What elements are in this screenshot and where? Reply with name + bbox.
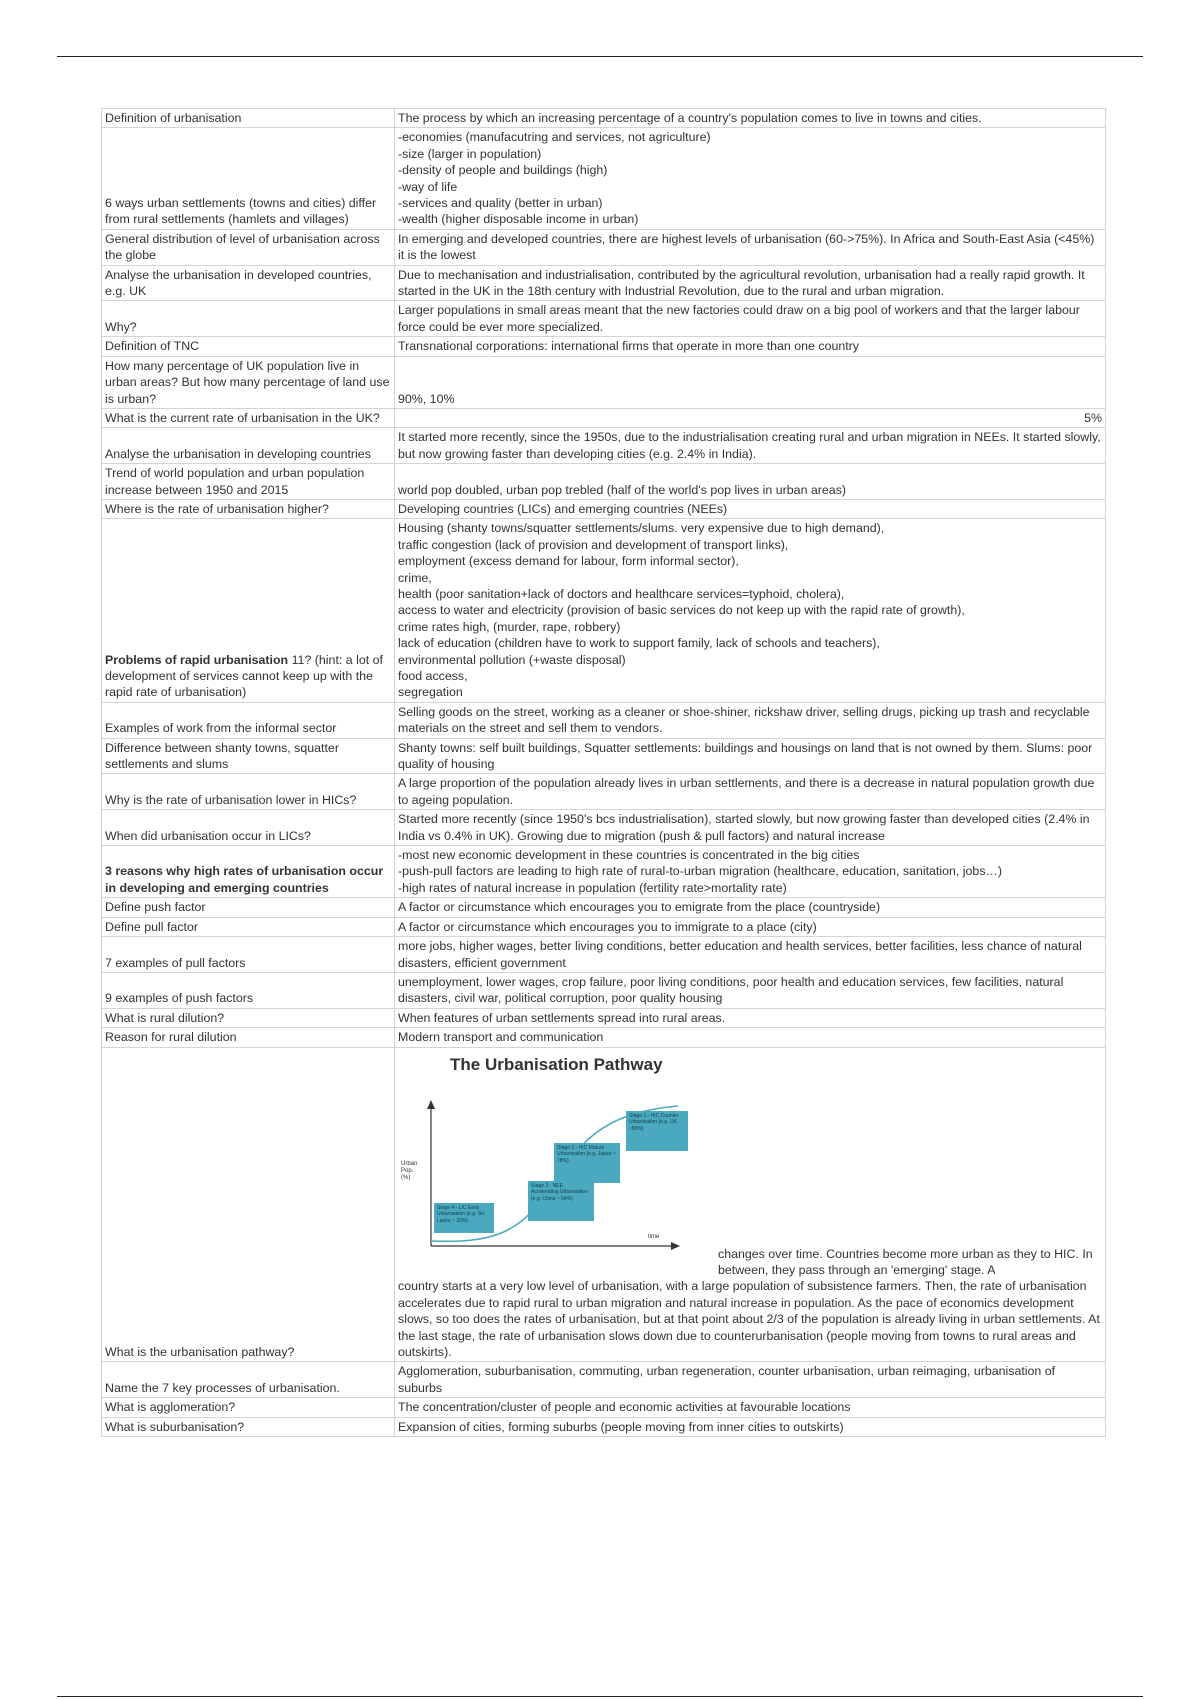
question-cell: Difference between shanty towns, squatter settlements and slums (102, 738, 395, 774)
question-cell: General distribution of level of urbanisation across the globe (102, 229, 395, 265)
table-row (102, 519, 1106, 702)
question-cell: Why is the rate of urbanisation lower in HICs? (102, 774, 395, 810)
table-row (102, 898, 1106, 917)
table-row-pathway (102, 1047, 1106, 1362)
answer-cell: 90%, 10% (395, 356, 1106, 408)
answer-cell: unemployment, lower wages, crop failure, poor living conditions, poor health and education services, few facilities, natural disasters, civil war, political corruption, poor quality housing (395, 972, 1106, 1008)
x-axis-arrow (671, 1242, 680, 1250)
pathway-text-below: country starts at a very low level of urbanisation, with a large population of subsistence farmers. Then, the rate of urbanisation accelerates due to rapid rural to urban migration and natural increase in population. As the pace of economics development slows, so too does the rates of urbanisation, but at that point about 2/3 of the population is already living in urban settlements. At the last stage, the rate of urbanisation slows down due to counterurbanisation (people moving from towns to rural areas and outskirts). (398, 1279, 1100, 1359)
qa-table (101, 108, 1106, 1437)
x-axis-label: time (648, 1233, 660, 1240)
table-row (102, 1362, 1106, 1398)
question-cell: 7 examples of pull factors (102, 937, 395, 973)
table-row (102, 810, 1106, 846)
urbanisation-pathway-figure (398, 1051, 710, 1265)
answer-cell: more jobs, higher wages, better living conditions, better education and health services, better facilities, less chance of natural disasters, efficient government (395, 937, 1106, 973)
answer-cell: Transnational corporations: international firms that operate in more than one country (395, 337, 1106, 356)
answer-cell: It started more recently, since the 1950s, due to the industrialisation creating rural and urban migration in NEEs. It started slowly, but now growing faster than developing cities (e.g. 2.4% in India). (395, 428, 1106, 464)
table-row (102, 337, 1106, 356)
answer-cell: A large proportion of the population already lives in urban settlements, and there is a decrease in natural population growth due to ageing population. (395, 774, 1106, 810)
y-axis-label: Urban Pop. (%) (401, 1160, 418, 1181)
table-row (102, 937, 1106, 973)
stage-box: Stage 4 - LIC Early Urbanisation (e.g. Sri Lanka ~ 20%) (434, 1203, 494, 1233)
answer-cell: -most new economic development in these countries is concentrated in the big cities -push-pull factors are leading to high rate of rural-to-urban migration (healthcare, education, sanitation, jobs…) -high rates of natural increase in population (fertility rate>mortality rate) (395, 846, 1106, 898)
question-cell: Define pull factor (102, 917, 395, 936)
question-cell: What is agglomeration? (102, 1398, 395, 1417)
figure-title: The Urbanisation Pathway (450, 1054, 663, 1074)
question-cell: Trend of world population and urban population increase between 1950 and 2015 (102, 464, 395, 500)
answer-cell: In emerging and developed countries, there are highest levels of urbanisation (60->75%). In Africa and South-East Asia (<45%) it is the lowest (395, 229, 1106, 265)
table-row (102, 229, 1106, 265)
answer-cell: 5% (395, 408, 1106, 427)
answer-cell: A factor or circumstance which encourages you to emigrate from the place (countryside) (395, 898, 1106, 917)
question-cell: Examples of work from the informal sector (102, 702, 395, 738)
answer-cell: world pop doubled, urban pop trebled (half of the world's pop lives in urban areas) (395, 464, 1106, 500)
answer-cell: -economies (manufacutring and services, not agriculture) -size (larger in population) -density of people and buildings (high) -way of life -services and quality (better in urban) -wealth (higher disposable income in urban) (395, 128, 1106, 229)
answer-cell: Shanty towns: self built buildings, Squatter settlements: buildings and housings on land that is not owned by them. Slums: poor quality of housing (395, 738, 1106, 774)
answer-cell: Due to mechanisation and industrialisation, contributed by the agricultural revolution, urbanisation had a really rapid growth. It started in the UK in the 18th century with Industrial Revolution, due to the rural and urban migration. (395, 265, 1106, 301)
answer-cell: Developing countries (LICs) and emerging countries (NEEs) (395, 499, 1106, 518)
question-cell: How many percentage of UK population live in urban areas? But how many percentage of land use is urban? (102, 356, 395, 408)
question-cell: What is the urbanisation pathway? (102, 1047, 395, 1362)
answer-cell: A factor or circumstance which encourages you to immigrate to a place (city) (395, 917, 1106, 936)
table-row (102, 917, 1106, 936)
question-bold-text: Problems of rapid urbanisation (105, 652, 289, 667)
y-axis-arrow (427, 1100, 435, 1109)
stage-box: Stage 1 - HIC Counter Urbanisation (e.g. UK ~80%) (626, 1111, 688, 1151)
question-hint-text: 11? (hint: a lot of development of services cannot keep up with the rapid rate of urbanisation) (105, 652, 383, 700)
answer-cell: Larger populations in small areas meant that the new factories could draw on a big pool of workers and that the larger labour force could be ever more specialized. (395, 301, 1106, 337)
question-cell: Name the 7 key processes of urbanisation. (102, 1362, 395, 1398)
answer-cell: When features of urban settlements spread into rural areas. (395, 1008, 1106, 1027)
answer-cell: Agglomeration, suburbanisation, commuting, urban regeneration, counter urbanisation, urban reimaging, urbanisation of suburbs (395, 1362, 1106, 1398)
question-cell: What is suburbanisation? (102, 1417, 395, 1436)
question-cell: 6 ways urban settlements (towns and cities) differ from rural settlements (hamlets and villages) (102, 128, 395, 229)
footer-rule (57, 1696, 1143, 1697)
header-rule (57, 56, 1143, 57)
question-cell: Definition of urbanisation (102, 109, 395, 128)
question-cell: Define push factor (102, 898, 395, 917)
table-row (102, 738, 1106, 774)
table-row (102, 1008, 1106, 1027)
table-row (102, 1028, 1106, 1047)
answer-cell: The process by which an increasing percentage of a country's population comes to live in towns and cities. (395, 109, 1106, 128)
table-row (102, 301, 1106, 337)
table-row (102, 265, 1106, 301)
stage-box: Stage 3 - NEE Accelerating Urbanisation (e.g. China ~ 54%) (528, 1181, 594, 1221)
table-row (102, 1398, 1106, 1417)
answer-cell: Started more recently (since 1950's bcs industrialisation), started slowly, but now growing faster than developed cities (2.4% in India vs 0.4% in UK). Growing due to migration (push & pull factors) and natural increase (395, 810, 1106, 846)
table-row (102, 499, 1106, 518)
question-cell: What is the current rate of urbanisation in the UK? (102, 408, 395, 427)
question-cell: 9 examples of push factors (102, 972, 395, 1008)
answer-cell-pathway (395, 1047, 1106, 1362)
table-row (102, 702, 1106, 738)
question-cell: Reason for rural dilution (102, 1028, 395, 1047)
table-row (102, 1417, 1106, 1436)
table-row (102, 774, 1106, 810)
table-row (102, 428, 1106, 464)
question-cell (102, 519, 395, 702)
question-cell: 3 reasons why high rates of urbanisation occur in developing and emerging countries (102, 846, 395, 898)
question-cell: Why? (102, 301, 395, 337)
table-row (102, 356, 1106, 408)
question-cell: Analyse the urbanisation in developed countries, e.g. UK (102, 265, 395, 301)
pathway-text-beside: changes over time. Countries become more urban as they to HIC. In between, they pass through an 'emerging' stage. A (718, 1246, 1093, 1277)
question-cell: What is rural dilution? (102, 1008, 395, 1027)
question-cell: Analyse the urbanisation in developing countries (102, 428, 395, 464)
question-cell: Where is the rate of urbanisation higher? (102, 499, 395, 518)
answer-cell: Modern transport and communication (395, 1028, 1106, 1047)
table-row (102, 846, 1106, 898)
table-row (102, 109, 1106, 128)
question-cell: When did urbanisation occur in LICs? (102, 810, 395, 846)
table-row (102, 408, 1106, 427)
table-row (102, 464, 1106, 500)
answer-cell: The concentration/cluster of people and economic activities at favourable locations (395, 1398, 1106, 1417)
table-row (102, 972, 1106, 1008)
stage-box: Stage 2 - HIC Mature Urbanisation (e.g. Japan ~ 78%) (554, 1143, 620, 1183)
answer-cell: Housing (shanty towns/squatter settlements/slums. very expensive due to high demand), traffic congestion (lack of provision and development of transport links), employment (excess demand for labour, form informal sector), crime, health (poor sanitation+lack of doctors and healthcare services=typhoid, cholera), access to water and electricity (provision of basic services do not keep up with the rapid rate of growth), crime rates high, (murder, rape, robbery) lack of education (children have to work to support family, lack of schools and teachers), environmental pollution (+waste disposal) food access, segregation (395, 519, 1106, 702)
answer-cell: Selling goods on the street, working as a cleaner or shoe-shiner, rickshaw driver, selling drugs, picking up trash and recyclable materials on the street and sell them to vendors. (395, 702, 1106, 738)
question-cell: Definition of TNC (102, 337, 395, 356)
table-row (102, 128, 1106, 229)
answer-cell: Expansion of cities, forming suburbs (people moving from inner cities to outskirts) (395, 1417, 1106, 1436)
